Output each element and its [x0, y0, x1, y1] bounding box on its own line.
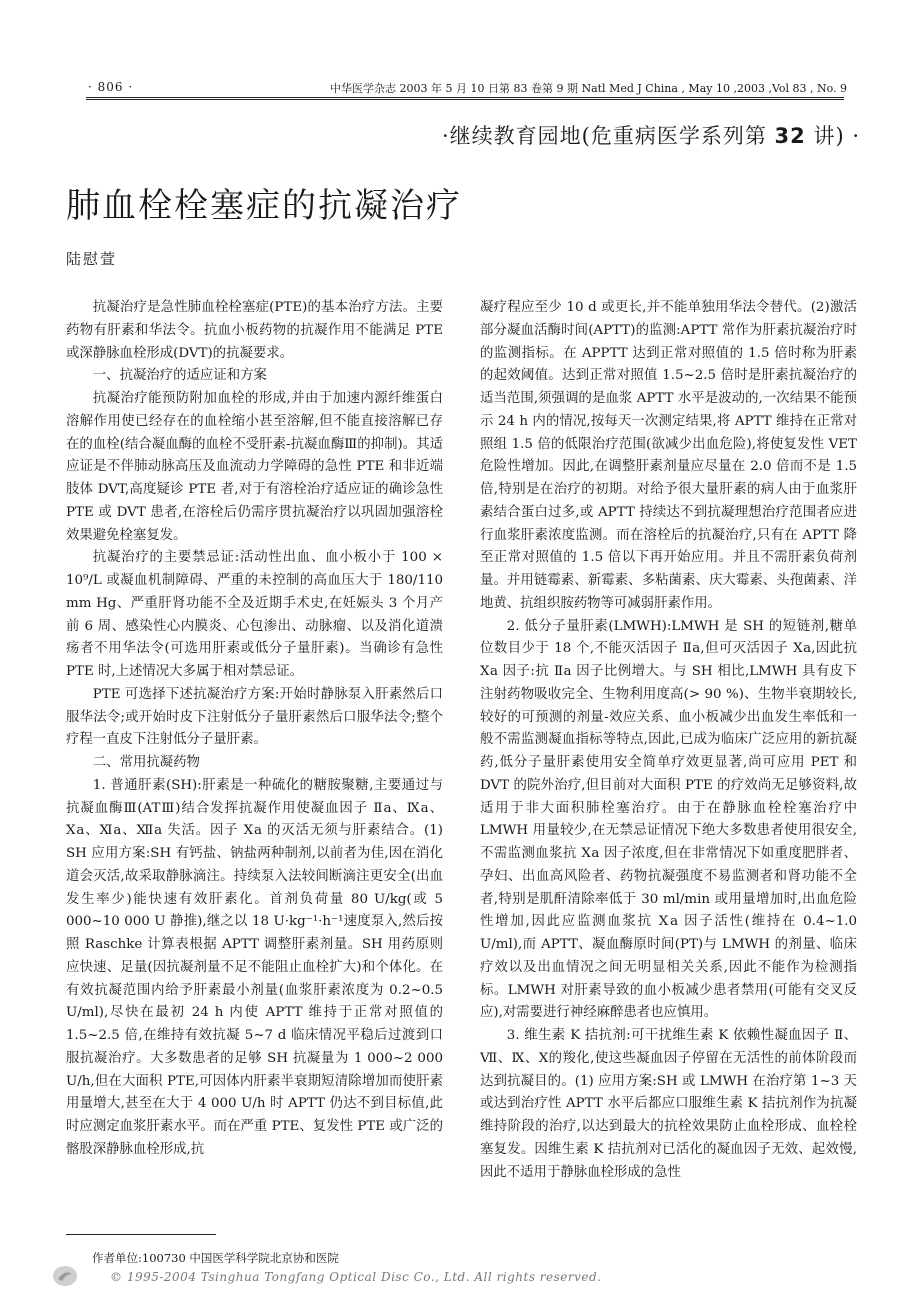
article-title: 肺血栓栓塞症的抗凝治疗	[66, 186, 462, 226]
header-rule	[86, 97, 844, 98]
paragraph-continued: 凝疗程应至少 10 d 或更长,并不能单独用华法令替代。(2)激活部分凝血活酶时间(APTT)的监测:APTT 常作为肝素抗凝治疗时的监测指标。在 APPTT 达到正常对照值的 1.5 倍时称为肝素的起效阈值。达到正常对照值 1.5~2.5 倍时是肝素抗凝治疗的适当范围,须强调的是血浆 APTT 水平是波动的,一次结果不能预示 24 h 内的情况,按每天一次测定结果,将 APTT 维持在正常对照组 1.5 倍的低限治疗范围(欲减少出血危险),将使复发性 VET 危险性增加。因此,在调整肝素剂量应尽量在 2.0 倍而不是 1.5 倍,特别是在治疗的初期。对给予很大量肝素的病人由于血浆肝素结合蛋白过多,或 APTT 持续达不到抗凝理想治疗范围者应进行血浆肝素浓度监测。而在溶栓后的抗凝治疗,只有在 APTT 降至正常对照值的 1.5 倍以下再开始应用。并且不需肝素负荷剂量。并用链霉素、新霉素、多粘菌素、庆大霉素、头孢菌素、洋地黄、抗组织胺药物等可减弱肝素作用。	[480, 300, 857, 611]
publisher-logo-icon	[52, 1265, 78, 1287]
article-author: 陆慰萱	[66, 250, 118, 268]
page-number: · 806 ·	[88, 80, 134, 94]
paragraph: 抗凝治疗是急性肺血栓栓塞症(PTE)的基本治疗方法。主要药物有肝素和华法令。抗血小板药物的抗凝作用不能满足 PTE 或深静脉血栓形成(DVT)的抗凝要求。	[66, 300, 443, 361]
paragraph: 1. 普通肝素(SH):肝素是一种硫化的糖胺聚糖,主要通过与抗凝血酶Ⅲ(ATⅢ)结合发挥抗凝作用使凝血因子 Ⅱa、Ⅸa、Ⅹa、Ⅺa、Ⅻa 失活。因子 Ⅹa 的灭活无须与肝素结合。(1) SH 应用方案:SH 有钙盐、钠盐两种制剂,以前者为佳,因在消化道会灭活,故采取静脉滴注。持续泵入法较间断滴注更安全(出血发生率少)能快速有效肝素化。首剂负荷量 80 U/kg(或 5 000~10 000 U 静推),继之以 18 U·kg⁻¹·h⁻¹速度泵入,然后按照 Raschke 计算表根据 APTT 调整肝素剂量。SH 用药原则应快速、足量(因抗凝剂量不足不能阻止血栓扩大)和个体化。在有效抗凝范围内给予肝素最小剂量(血浆肝素浓度为 0.2~0.5 U/ml),尽快在最初 24 h 内使 APTT 维持于正常对照值的 1.5~2.5 倍,在维持有效抗凝 5~7 d 临床情况平稳后过渡到口服抗凝治疗。大多数患者的足够 SH 抗凝量为 1 000~2 000 U/h,但在大面积 PTE,可因体内肝素半衰期短清除增加而使肝素用量增大,甚至在大于 4 000 U/h 时 APTT 仍达不到目标值,此时应测定血浆肝素水平。而在严重 PTE、复发性 PTE 或广泛的髂股深静脉血栓形成,抗	[66, 777, 443, 1157]
series-suffix: 讲) ·	[805, 124, 860, 148]
series-number: 32	[774, 124, 806, 148]
paragraph: 2. 低分子量肝素(LMWH):LMWH 是 SH 的短链剂,糖单位数目少于 18 个,不能灭活因子 Ⅱa,但可灭活因子 Ⅹa,因此抗 Ⅹa 因子:抗 Ⅱa 因子比例增大。与 SH 相比,LMWH 具有皮下注射药物吸收完全、生物利用度高(> 90 %)、生物半衰期较长,较好的可预测的剂量-效应关系、血小板减少出血发生率低和一般不需监测凝血指标等特点,因此,已成为临床广泛应用的新抗凝药,低分子量肝素使用安全简单疗效更显著,尚可应用 PET 和 DVT 的院外治疗,但目前对大面积 PTE 的疗效尚无足够资料,故适用于非大面积肺栓塞治疗。由于在静脉血栓栓塞治疗中 LMWH 用量较少,在无禁忌证情况下绝大多数患者使用很安全,不需监测血浆抗 Ⅹa 因子浓度,但在非常情况下如重度肥胖者、孕妇、出血高风险者、药物抗凝强度不易监测者和肾功能不全者,特别是肌酐清除率低于 30 ml/min 或用量增加时,出血危险性增加,因此应监测血浆抗 Ⅹa 因子活性(维持在 0.4~1.0 U/ml),而 APTT、凝血酶原时间(PT)与 LMWH 的剂量、临床疗效以及出血情况之间无明显相关关系,因此不能作为检测指标。LMWH 对肝素导致的血小板减少患者禁用(可能有交叉反应),对需要进行神经麻醉患者也应慎用。	[480, 618, 857, 1021]
paragraph: 抗凝治疗的主要禁忌证:活动性出血、血小板小于 100 × 10⁹/L 或凝血机制障碍、严重的未控制的高血压大于 180/110 mm Hg、严重肝肾功能不全及近期手术史,在妊娠头 3 个月产前 6 周、感染性心内膜炎、心包渗出、动脉瘤、以及消化道溃疡者不用华法令(可选用肝素或低分子量肝素)。当确诊有急性 PTE 时,上述情况大多属于相对禁忌证。	[66, 550, 443, 679]
section-heading: 一、抗凝治疗的适应证和方案	[92, 368, 267, 384]
right-column	[480, 297, 857, 1184]
left-column	[66, 297, 443, 1162]
series-prefix: ·继续教育园地(危重病医学系列第	[442, 124, 775, 148]
paragraph: 抗凝治疗能预防附加血栓的形成,并由于加速内源纤维蛋白溶解作用使已经存在的血栓缩小甚至溶解,但不能直接溶解已存在的血栓(结合凝血酶的血栓不受肝素-抗凝血酶Ⅲ的抑制)。其适应证是不伴肺动脉高压及血流动力学障碍的急性 PTE 和非近端肢体 DVT,高度疑诊 PTE 者,对于有溶栓治疗适应证的确诊急性 PTE 或 DVT 患者,在溶栓后仍需序贯抗凝治疗以巩固加强溶栓效果避免栓塞复发。	[66, 391, 443, 543]
footnote-rule	[66, 1234, 216, 1235]
paragraph: 3. 维生素 K 拮抗剂:可干扰维生素 K 依赖性凝血因子 Ⅱ、Ⅶ、Ⅸ、Ⅹ的羧化,使这些凝血因子停留在无活性的前体阶段而达到抗凝目的。(1) 应用方案:SH 或 LMWH 在治疗第 1~3 天或达到治疗性 APTT 水平后都应口服维生素 K 拮抗剂作为抗凝维持阶段的治疗,以达到最大的抗栓效果防止血栓形成、血栓栓塞复发。因维生素 K 拮抗剂对已活化的凝血因子无效、起效慢,因此不适用于静脉血栓形成的急性	[480, 1028, 857, 1180]
series-banner	[442, 120, 860, 150]
journal-running-header: 中华医学杂志 2003 年 5 月 10 日第 83 卷第 9 期 Natl Med J China , May 10 ,2003 ,Vol 83 , No. 9	[330, 82, 848, 95]
paragraph: PTE 可选择下述抗凝治疗方案:开始时静脉泵入肝素然后口服华法令;或开始时皮下注射低分子量肝素然后口服华法令;整个疗程一直皮下注射低分子量肝素。	[66, 686, 443, 748]
header-rule-thin	[86, 99, 844, 100]
author-affiliation-footnote: 作者单位:100730 中国医学科学院北京协和医院	[92, 1251, 339, 1265]
copyright-notice: © 1995-2004 Tsinghua Tongfang Optical Disc Co., Ltd. All rights reserved.	[110, 1270, 602, 1284]
section-heading: 二、常用抗凝药物	[92, 755, 200, 770]
